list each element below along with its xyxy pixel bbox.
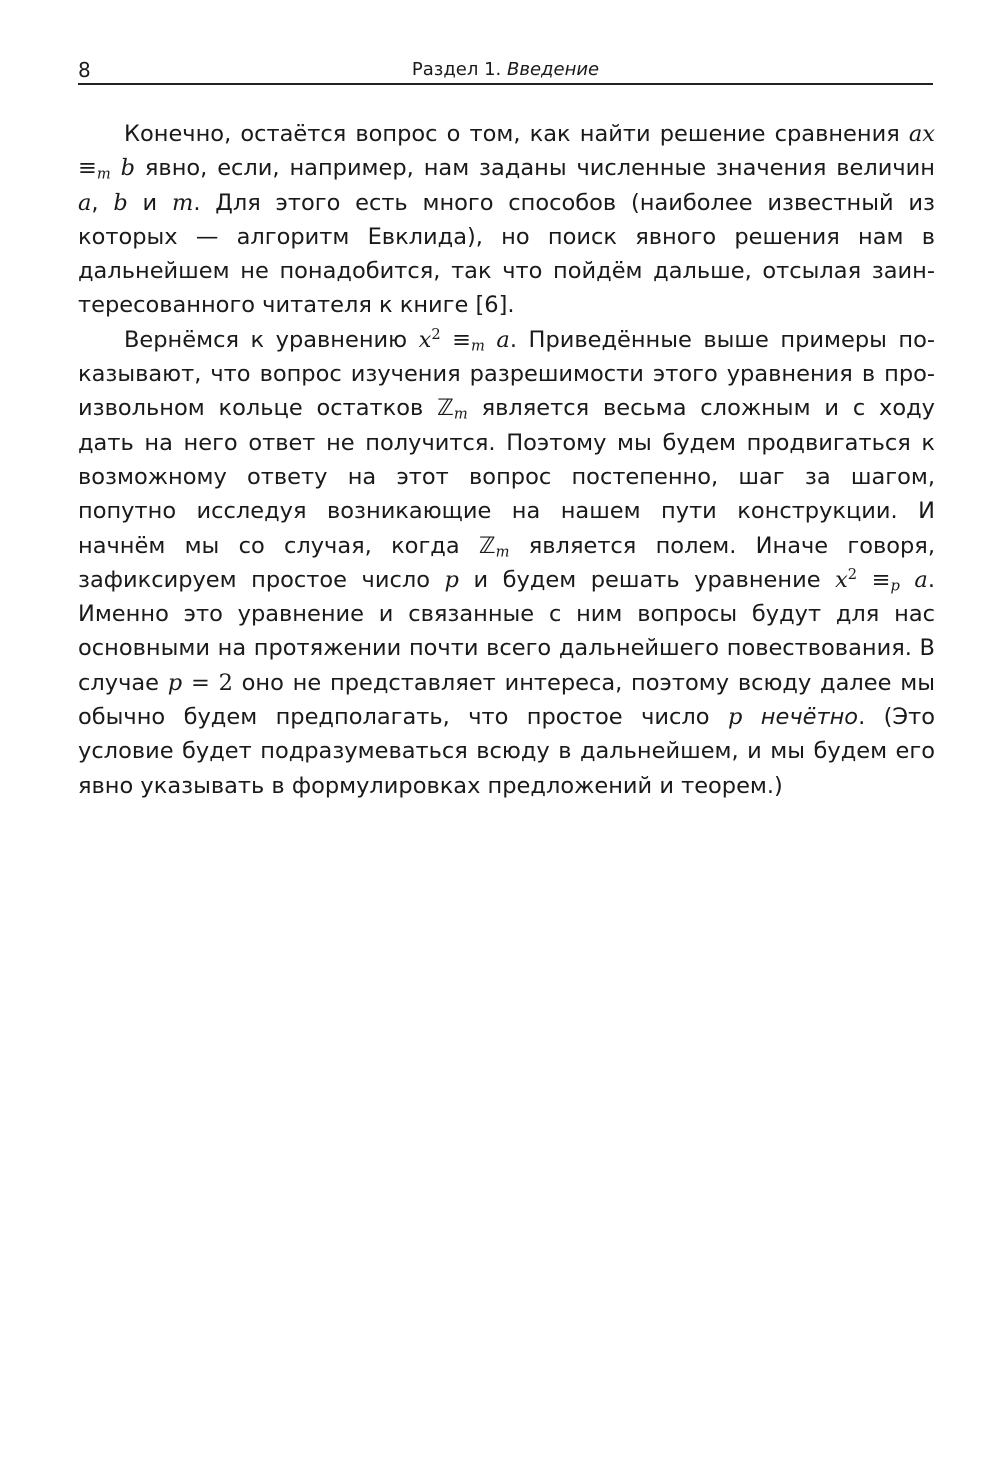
math-a: a <box>914 566 928 593</box>
text-run: является полем. Иначе говоря, зафиксируем простое число <box>78 532 935 593</box>
emphasis-odd: нечётно <box>760 704 859 731</box>
math-sub-m: m <box>453 406 468 424</box>
text-run: , <box>91 189 114 216</box>
text-run: и <box>127 189 172 216</box>
math-x: x <box>418 326 432 353</box>
math-p: p <box>727 704 743 731</box>
math-sub-p: p <box>890 577 900 595</box>
section-label: Раздел 1. <box>411 59 502 80</box>
math-exponent: 2 <box>431 325 441 343</box>
math-equals-two: = 2 <box>182 669 233 696</box>
chapter-name: Введение <box>507 59 600 80</box>
math-x: x <box>835 566 848 593</box>
running-title <box>78 57 933 83</box>
text-run: и будем решать уравнение <box>458 566 836 593</box>
math-sub-m: m <box>96 165 111 183</box>
page-header <box>78 57 933 85</box>
math-p: p <box>167 669 183 696</box>
page-body <box>78 117 935 803</box>
text-run: явно, если, например, нам заданы численные значения величин <box>135 155 935 182</box>
math-equiv: ≡ <box>78 155 97 182</box>
math-m: m <box>171 189 194 216</box>
math-sub-m: m <box>495 543 510 561</box>
paragraph-1 <box>78 117 935 323</box>
text-run: . Именно это уравнение и связанные с ним вопросы будут для нас основными на протяжении почти всего дальнейшего повествования. В случае <box>78 566 935 696</box>
text-run: . Приведённые выше примеры показывают, что вопрос изучения разрешимости этого уравнения в произвольном кольце остатков <box>78 326 935 422</box>
math-integers-symbol: ℤ <box>478 532 496 559</box>
math-equiv: ≡ <box>452 326 472 353</box>
text-run: . Для этого есть много способов (наиболее известный из которых — алгоритм Евклида), но поиск явного решения нам в дальнейшем не понадобится, так что пойдём дальше, отсылая заинтересованного читателя к книге [6]. <box>78 189 935 319</box>
math-integers-symbol: ℤ <box>437 395 454 422</box>
math-b: b <box>120 155 136 182</box>
text-run: Конечно, остаётся вопрос о том, как найти решение сравнения <box>124 121 909 147</box>
text-run: Вернёмся к уравнению <box>124 326 419 353</box>
math-a: a <box>78 189 92 216</box>
math-exponent: 2 <box>847 565 858 583</box>
math-ax: ax <box>908 121 935 147</box>
page-number: 8 <box>78 58 91 82</box>
text-run: . (Это условие будет подразумеваться всюду в дальнейшем, и мы будем его явно указывать в формулировках предложений и теорем.) <box>78 704 936 799</box>
math-sub-m: m <box>471 337 485 355</box>
math-equiv: ≡ <box>871 566 891 593</box>
text-run: оно не представляет интереса, поэтому всюду далее мы обычно будем предполагать, что простое число <box>78 669 935 731</box>
math-a: a <box>496 326 510 353</box>
math-b: b <box>113 189 128 216</box>
text-run: является весьма сложным и с ходу дать на него ответ не получится. Поэтому мы будем продвигаться к возможному ответу на этот вопрос постепенно, шаг за шагом, попутно исследуя возникающие на нашем пути конструкции. И начнём мы со случая, когда <box>78 395 935 559</box>
paragraph-2 <box>78 323 935 803</box>
math-p: p <box>444 566 459 593</box>
